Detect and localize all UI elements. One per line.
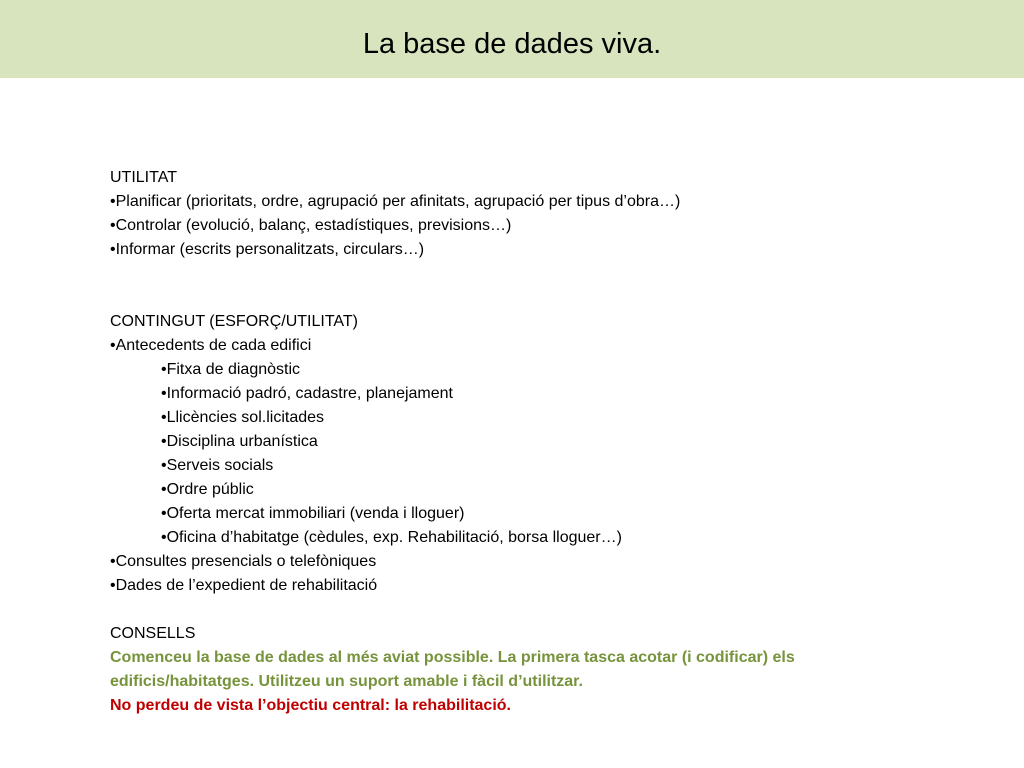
contingut-subitem: •Ordre públic [161,481,254,498]
contingut-item: •Antecedents de cada edifici [110,337,312,354]
contingut-subitem: •Disciplina urbanística [161,433,318,450]
utilitat-heading: UTILITAT [110,169,177,186]
contingut-heading: CONTINGUT (ESFORÇ/UTILITAT) [110,313,358,330]
slide-body [110,166,910,718]
consells-advice-red: No perdeu de vista l’objectiu central: la rehabilitació. [110,697,511,714]
contingut-subitem: •Serveis socials [161,457,274,474]
contingut-subitem: •Informació padró, cadastre, planejament [161,385,453,402]
contingut-item: •Dades de l’expedient de rehabilitació [110,577,378,594]
contingut-subitem: •Oferta mercat immobiliari (venda i lloguer) [161,505,465,522]
consells-heading: CONSELLS [110,625,196,642]
spacer [110,262,910,310]
spacer [110,598,910,622]
contingut-subitem: •Llicències sol.licitades [161,409,325,426]
slide-title: La base de dades viva. [362,28,662,60]
utilitat-item: •Informar (escrits personalitzats, circulars…) [110,241,425,258]
consells-advice-green: Comenceu la base de dades al més aviat possible. La primera tasca acotar (i codificar) els edificis/habitatges. Utilitzeu un suport amable i fàcil d’utilitzar. [110,649,795,690]
contingut-item: •Consultes presencials o telefòniques [110,553,377,570]
utilitat-item: •Planificar (prioritats, ordre, agrupació per afinitats, agrupació per tipus d’obra…) [110,193,681,210]
utilitat-item: •Controlar (evolució, balanç, estadístiques, previsions…) [110,217,512,234]
contingut-subitem: •Oficina d’habitatge (cèdules, exp. Rehabilitació, borsa lloguer…) [161,529,622,546]
contingut-subitem: •Fitxa de diagnòstic [161,361,301,378]
